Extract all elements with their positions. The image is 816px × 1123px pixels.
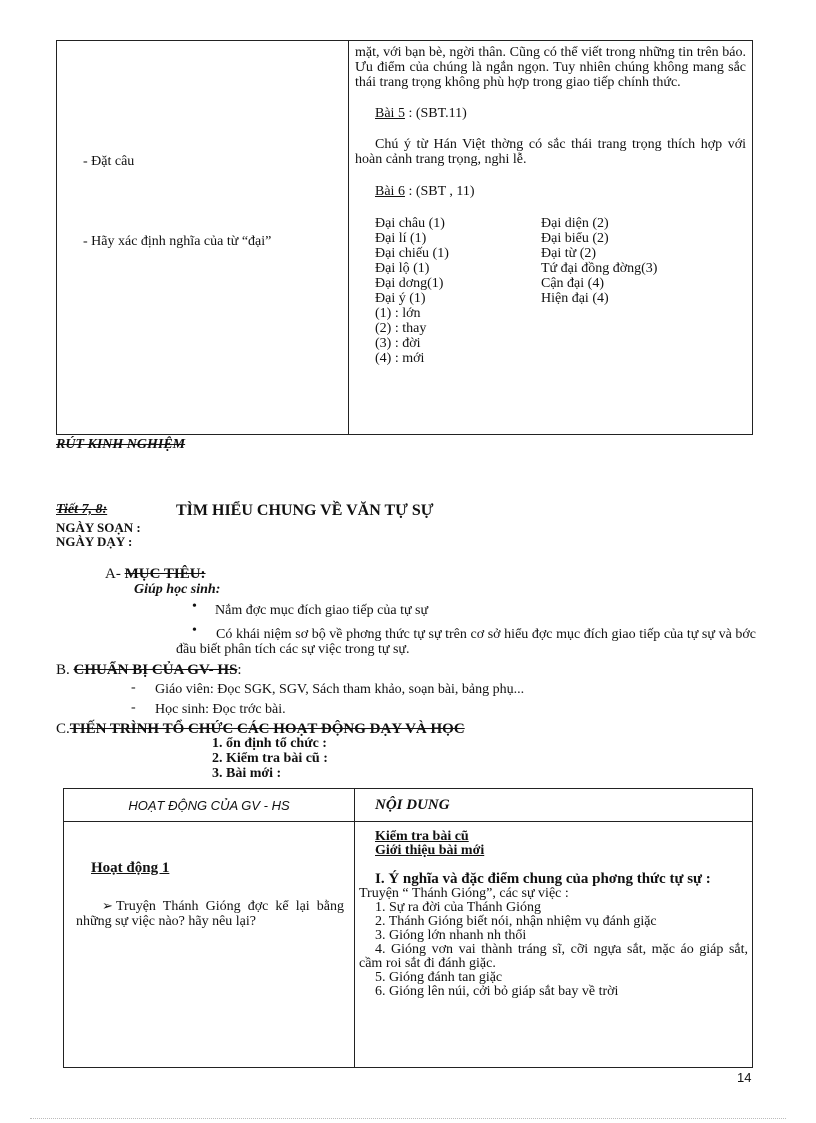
event-item: 5. Gióng đánh tan giặc [375,970,503,985]
step-item: 1. ổn định tổ chức : [212,736,327,751]
steps-list [212,736,328,781]
header-activities: HOẠT ĐỘNG CỦA GV - HS [64,789,355,822]
activity-cell [64,822,355,1068]
section-a-prefix: A- [105,566,125,582]
word-item: Đại lí (1) [375,231,427,246]
exercise-6-source: : (SBT , 11) [404,184,475,199]
ngay-day: NGÀY DẠY : [56,534,133,549]
meaning-item: (4) : mới [375,351,425,366]
right-column [349,41,753,435]
lesson-period: Tiết 7, 8: [56,502,108,517]
exercise-5-text: Chú ý từ Hán Việt thờng có sắc thái trang trọng thích hợp với hoàn cảnh trang trọng, nghi lễ. [355,137,746,167]
word-item: Đại dơng(1) [375,276,444,291]
header-content: NỘI DUNG [355,789,753,822]
exercise-5-source: : (SBT.11) [404,106,467,121]
page-divider [30,1118,786,1119]
event-item: 2. Thánh Gióng biết nói, nhận nhiệm vụ đánh giặc [375,914,657,929]
meanings-list [355,306,746,366]
section-a [105,566,206,583]
rut-kinh-nghiem: RÚT KINH NGHIỆM [56,437,186,452]
bullet-icon: • [192,599,197,614]
goal-2: Có khái niệm sơ bộ về phơng thức tự sự trên cơ sở hiểu đợc mục đích giao tiếp của tự sự và bớc đầu biết phân tích các sự việc trong tự sự. [176,627,756,657]
section-b-prefix: B. [56,662,74,678]
task-dat-cau: - Đặt câu [83,154,135,169]
activity-table [63,788,753,1068]
meaning-item: (3) : đời [375,336,421,351]
page-number: 14 [737,1070,752,1085]
section-a-title: MỤC TIÊU: [124,566,206,582]
content-cell [355,822,753,1068]
meaning-item: (1) : lớn [375,306,421,321]
left-column [57,41,349,435]
event-item: 4. Gióng vơn vai thành tráng sĩ, cỡi ngựa sắt, mặc áo giáp sắt, cầm roi sắt đi đánh giặc. [359,942,748,971]
word-item: Tứ đại đồng đờng(3) [541,261,658,276]
section-c-title: TIẾN TRÌNH TỔ CHỨC CÁC HOẠT ĐỘNG DẠY VÀ HỌC [69,721,465,737]
goal-1: Nắm đợc mục đích giao tiếp của tự sự [215,603,429,618]
giup-hoc-sinh: Giúp học sinh: [134,582,221,597]
word-item: Đại lộ (1) [375,261,430,276]
event-item: 1. Sự ra đời của Thánh Gióng [375,900,541,915]
hoat-dong-1: Hoạt động 1 [91,860,170,876]
bullet-icon: • [192,623,197,638]
arrow-icon: ➢ [102,898,113,913]
paragraph-continued: mặt, với bạn bè, ngời thân. Cũng có thể viết trong những tin trên báo. Ưu điểm của chúng là ngắn ngọn. Tuy nhiên chúng không mang sắc thái trang trọng không phù hợp trong giao tiếp chính thức. [355,45,746,90]
word-item: Đại từ (2) [541,246,597,261]
step-item: 2. Kiểm tra bài cũ : [212,751,328,766]
section-b-colon: : [237,662,242,678]
step-item: 3. Bài mới : [212,766,282,781]
event-item: 3. Gióng lớn nhanh nh thổi [375,928,527,943]
word-item: Cận đại (4) [541,276,604,291]
continuation-table [56,40,753,435]
activity-question: Truyện Thánh Gióng đợc kể lại bằng những sự việc nào? hãy nêu lại? [76,899,344,929]
word-item: Đại ý (1) [375,291,426,306]
dash-icon: - [131,680,136,695]
word-item: Đại diện (2) [541,216,609,231]
event-item: 6. Gióng lên núi, cởi bỏ giáp sắt bay về trời [375,984,619,999]
lesson-title: TÌM HIỂU CHUNG VỀ VĂN TỰ SỰ [176,502,434,519]
exercise-5-label: Bài 5 [375,106,405,121]
section-b [56,662,242,679]
exercise-6-label: Bài 6 [375,184,405,199]
kiem-tra-bai-cu: Kiểm tra bài cũ [375,829,469,844]
exercise-5-heading [355,106,746,121]
prep-student: Học sinh: Đọc trớc bài. [155,702,286,717]
events-intro: Truyện “ Thánh Gióng”, các sự việc : [359,886,569,901]
gioi-thieu-bai-moi: Giới thiệu bài mới [375,843,485,858]
ngay-soan: NGÀY SOẠN : [56,520,141,535]
word-grid [355,216,746,306]
word-item: Đại châu (1) [375,216,445,231]
word-item: Đại chiếu (1) [375,246,449,261]
exercise-6-heading [355,184,746,199]
prep-teacher: Giáo viên: Đọc SGK, SGV, Sách tham khảo, soạn bài, bảng phụ... [155,682,525,697]
dash-icon: - [131,700,136,715]
section-c-prefix: C. [56,721,70,737]
section-b-title: CHUẨN BỊ CỦA GV- HS [73,662,238,678]
meaning-item: (2) : thay [375,321,427,336]
word-item: Đại biểu (2) [541,231,609,246]
task-nghia-dai: - Hãy xác định nghĩa của từ “đại” [83,234,272,249]
word-item: Hiện đại (4) [541,291,609,306]
section-heading-i: I. Ý nghĩa và đặc điểm chung của phơng thức tự sự : [375,871,711,887]
